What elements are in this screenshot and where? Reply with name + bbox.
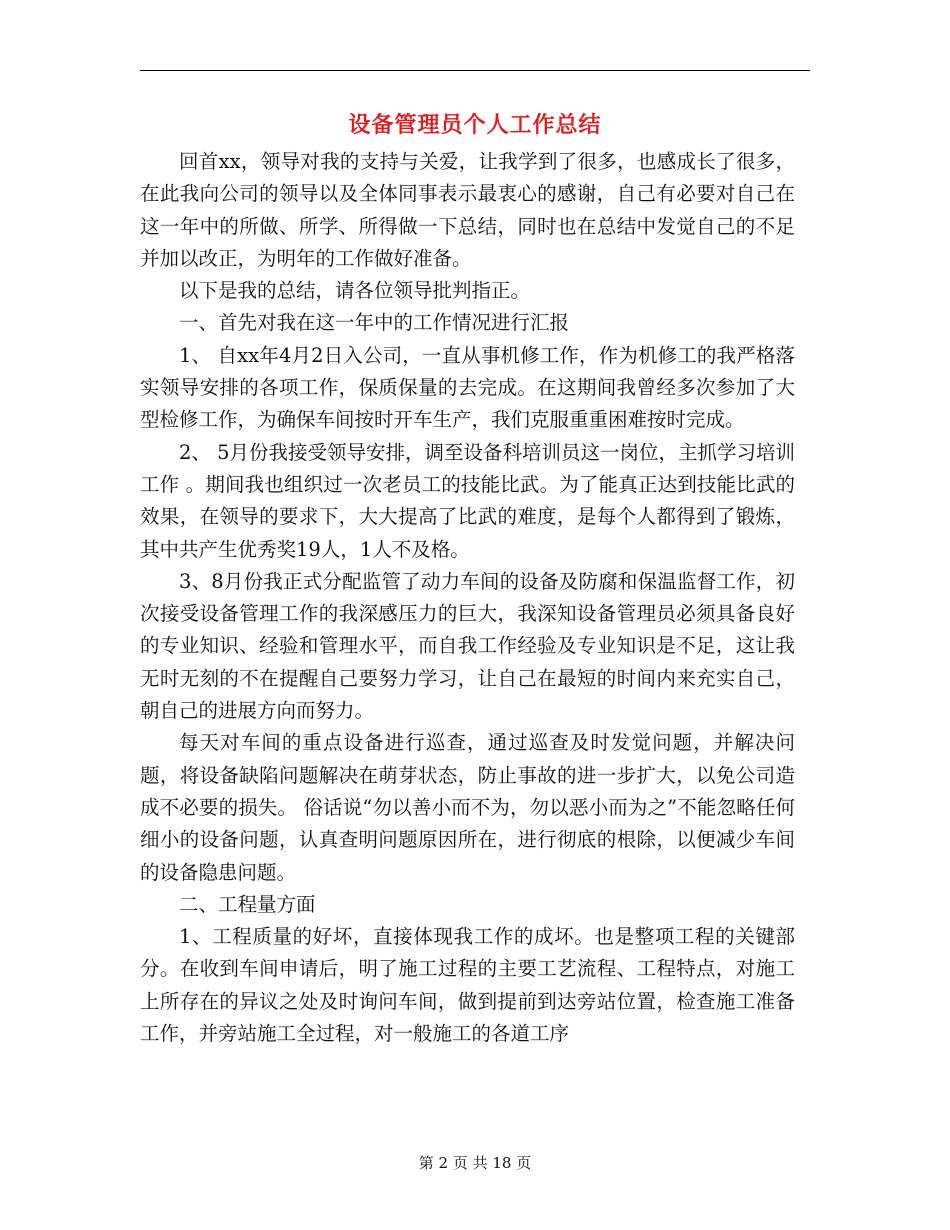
paragraph-item-2: 2、 5月份我接受领导安排，调至设备科培训员这一岗位，主抓学习培训工作 。期间我也组织过一次老员工的技能比武。为了能真正达到技能比武的效果，在领导的要求下，大大提高了比武的难度，是每个人都得到了锻炼，其中共产生优秀奖19人，1人不及格。 — [140, 440, 796, 561]
section-heading-work-report: 一、首先对我在这一年中的工作情况进行汇报 — [179, 311, 570, 335]
section-heading-workload: 二、工程量方面 — [179, 892, 316, 916]
page-number: 第 2 页 共 18 页 — [418, 1154, 532, 1172]
paragraph-item-1: 1、 自xx年4月2日入公司，一直从事机修工作，作为机修工的我严格落实领导安排的各项工作，保质保量的去完成。在这期间我曾经多次参加了大型检修工作，为确保车间按时开车生产，我们克服重重困难按时完成。 — [140, 343, 795, 432]
paragraph-daily-inspection: 每天对车间的重点设备进行巡查，通过巡查及时发觉问题，并解决问题，将设备缺陷问题解决在萌芽状态，防止事故的进一步扩大，以免公司造成不必要的损失。 俗话说“勿以善小而不为，勿以恶小而为之”不能忽略任何细小的设备问题，认真查明问题原因所在，进行彻底的根除，以便减少车间的设备隐患问题。 — [140, 731, 795, 884]
paragraph-intro: 回首xx，领导对我的支持与关爱，让我学到了很多，也感成长了很多，在此我向公司的领导以及全体同事表示最衷心的感谢，自己有必要对自己在这一年中的所做、所学、所得做一下总结，同时也在总结中发觉自己的不足并加以改正，为明年的工作做好准备。 — [140, 150, 795, 270]
paragraph-item-3: 3、8月份我正式分配监管了动力车间的设备及防腐和保温监督工作，初次接受设备管理工作的我深感压力的巨大，我深知设备管理员必须具备良好的专业知识、经验和管理水平，而自我工作经验及专业知识是不足，这让我无时无刻的不在提醒自己要努力学习，让自己在最短的时间内来充实自己，朝自己的进展方向而努力。 — [140, 569, 795, 723]
document-body — [140, 146, 795, 1050]
header-rule — [140, 70, 810, 71]
paragraph-request-review: 以下是我的总结，请各位领导批判指正。 — [179, 279, 531, 303]
document-title: 设备管理员个人工作总结 — [348, 112, 602, 138]
paragraph-quality: 1、工程质量的好坏，直接体现我工作的成坏。也是整项工程的关键部分。在收到车间申请后，明了施工过程的主要工艺流程、工程特点，对施工上所存在的异议之处及时询问车间，做到提前到达旁站位置，检查施工准备工作，并旁站施工全过程，对一般施工的各道工序 — [140, 925, 795, 1046]
